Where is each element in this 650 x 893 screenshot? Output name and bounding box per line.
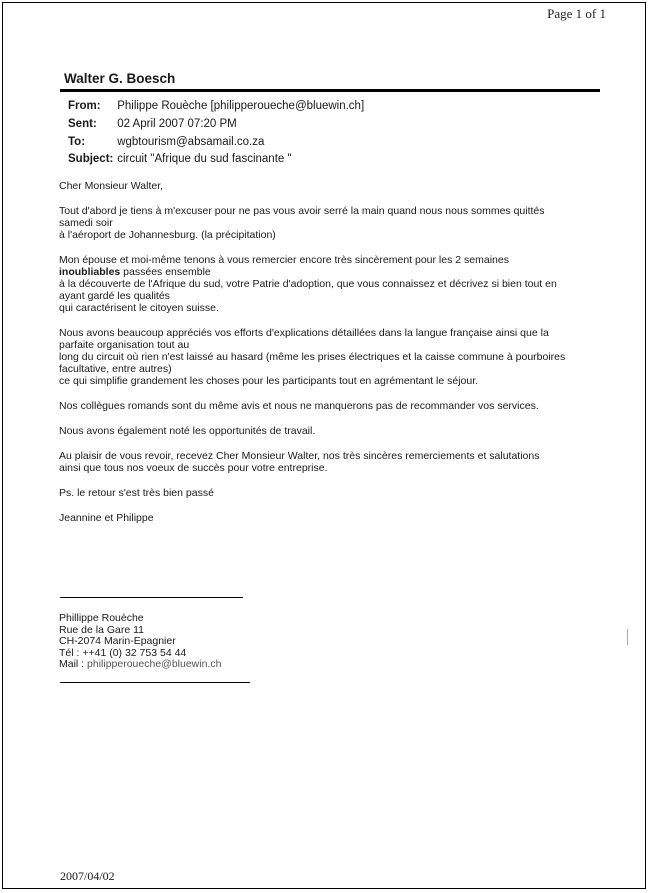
paragraph-thanks xyxy=(59,254,589,314)
subject-row xyxy=(68,153,292,165)
paragraph-apology xyxy=(59,205,589,241)
signature-city: CH-2074 Marin-Epagnier xyxy=(59,635,176,647)
text-line: à l'aéroport de Johannesburg. (la précipitation) xyxy=(59,229,276,241)
text-segment: passées ensemble xyxy=(120,266,211,278)
text-line: long du circuit où rien n'est laissé au hasard (même les prises électriques et la caisse commune à pourboires xyxy=(59,351,566,363)
signature-street: Rue de la Gare 11 xyxy=(59,623,145,636)
text-line: ayant gardé les qualités xyxy=(59,290,170,302)
page-number: Page 1 of 1 xyxy=(547,6,606,21)
text-line: parfaite organisation tout au xyxy=(59,339,190,351)
sent-row xyxy=(68,118,237,130)
from-row xyxy=(68,100,364,112)
signature-phone: Tél : ++41 (0) 32 753 54 44 xyxy=(59,646,187,659)
signature-mail xyxy=(59,659,221,671)
from-label: From: xyxy=(68,100,101,112)
text-line: Tout d'abord je tiens à m'excuser pour ne pas vous avoir serré la main quand nous nous sommes quittés xyxy=(59,205,545,217)
text-line: ainsi que tous nos voeux de succès pour votre entreprise. xyxy=(59,462,328,474)
text-line: facultative, entre autres) xyxy=(59,363,172,375)
text-line xyxy=(59,266,589,278)
paragraph-closing xyxy=(59,450,589,474)
signature-block xyxy=(59,613,221,671)
text-line: Au plaisir de vous revoir, recevez Cher Monsieur Walter, nos très sincères remerciements et salutations xyxy=(59,450,540,462)
scan-mark xyxy=(627,629,628,645)
email-link[interactable]: philipperoueche@bluewin.ch xyxy=(87,658,222,670)
signature-divider-bottom xyxy=(60,682,250,683)
signature-divider-top xyxy=(60,597,243,598)
sent-label: Sent: xyxy=(68,118,97,130)
paragraph-appreciation xyxy=(59,327,589,387)
text-line: Nous avons beaucoup appréciés vos efforts d'explications détaillées dans la langue française ainsi que la xyxy=(59,327,549,339)
footer-date: 2007/04/02 xyxy=(60,869,115,883)
to-label: To: xyxy=(68,136,86,148)
text-line: samedi soir xyxy=(59,217,113,229)
paragraph-colleagues: Nos collègues romands sont du même avis et nous ne manquerons pas de recommander vos services. xyxy=(59,400,539,412)
letter-body xyxy=(59,180,589,537)
sender-name: Walter G. Boesch xyxy=(64,71,176,86)
header-divider xyxy=(60,89,600,92)
subject-label: Subject: xyxy=(68,153,114,165)
text-line: à la découverte de l'Afrique du sud, votre Patrie d'adoption, que vous connaissez et décrivez si bien tout en xyxy=(59,278,557,290)
emphasis-text: inoubliables xyxy=(59,266,121,278)
to-value: wgbtourism@absamail.co.za xyxy=(117,136,265,148)
subject-value: circuit "Afrique du sud fascinante " xyxy=(117,153,292,165)
greeting: Cher Monsieur Walter, xyxy=(59,180,164,192)
text-line: ce qui simplifie grandement les choses pour les participants tout en agrémentant le séjour. xyxy=(59,375,479,387)
sign-off: Jeannine et Philippe xyxy=(59,512,154,524)
postscript: Ps. le retour s'est très bien passé xyxy=(59,487,214,499)
signature-name: Phillippe Rouèche xyxy=(59,612,144,624)
to-row xyxy=(68,136,264,148)
text-line: qui caractérisent le citoyen suisse. xyxy=(59,302,219,314)
sent-value: 02 April 2007 07:20 PM xyxy=(117,118,237,130)
text-line: Mon épouse et moi-même tenons à vous remercier encore très sincèrement pour les 2 semaines xyxy=(59,254,509,266)
paragraph-opportunities: Nous avons également noté les opportunités de travail. xyxy=(59,425,316,437)
from-value: Philippe Rouèche [philipperoueche@bluewin.ch] xyxy=(117,100,365,112)
mail-label: Mail : xyxy=(59,658,88,670)
